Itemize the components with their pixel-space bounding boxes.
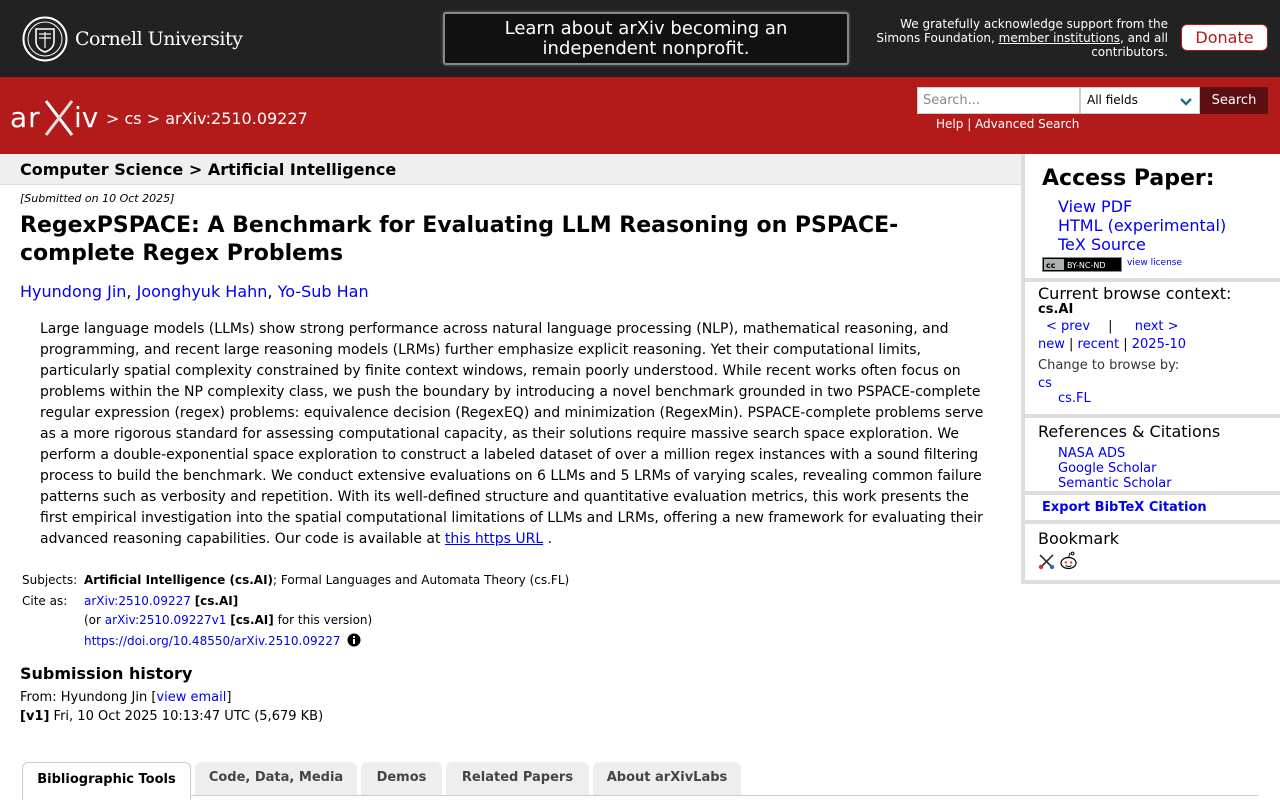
cite-label: Cite as:: [22, 594, 68, 608]
view-email-link[interactable]: view email: [156, 690, 227, 705]
author-link[interactable]: Hyundong Jin: [20, 282, 127, 301]
search-field-select[interactable]: [1080, 87, 1200, 114]
subject-heading: Computer Science > Artificial Intelligence: [20, 160, 397, 179]
sidebar: [1021, 154, 1280, 584]
cite-v1-tail: for this version): [273, 613, 373, 627]
member-institutions-link[interactable]: member institutions: [998, 31, 1120, 45]
access-paper-title: Access Paper:: [1042, 166, 1215, 191]
bibtex-box: [1025, 495, 1280, 520]
help-links: [936, 117, 1079, 131]
doi-value: [84, 633, 361, 648]
browse-csfl-link[interactable]: cs.FL: [1058, 391, 1091, 406]
subjects-label: Subjects:: [22, 573, 78, 587]
prev-next-nav: [1038, 319, 1179, 334]
help-separator: |: [967, 117, 972, 131]
info-icon[interactable]: [347, 633, 361, 647]
bookmark-title: Bookmark: [1038, 529, 1120, 548]
support-acknowledgement: [860, 17, 1168, 59]
help-link[interactable]: Help: [936, 117, 964, 131]
cite-version: [84, 613, 372, 627]
tab-demos[interactable]: Demos: [361, 762, 442, 796]
html-link[interactable]: HTML (experimental): [1058, 216, 1227, 235]
chevron-down-icon: [1179, 94, 1193, 108]
recent-nav: [1038, 337, 1186, 352]
from-prefix: From: Hyundong Jin [: [20, 690, 157, 705]
selected-field: All fields: [1087, 93, 1138, 107]
arxiv-header: [0, 77, 1280, 154]
abstract-text: Large language models (LLMs) show strong performance across natural language processing (NLP), mathematical reasoning, and programming, and recent large reasoning models (LRMs) further emphasize explicit reasoning. Yet their computational limits, particularly spatial complexity constrained by finite context windows, remain poorly understood. While recent works often focus on problems within the NP complexity class, we push the boundary by introducing a novel benchmark grounded in two PSPACE-complete regular expression (regex) problems: equivalence decision (RegexEQ) and minimization (RegexMin). PSPACE-complete problems serve as a more rigorous standard for assessing computational capacity, as their solutions require massive search space exploration. We perform a double-exponential space exploration to construct a labeled dataset of over a million regex instances with a sound filtering process to build the benchmark. We conduct extensive evaluations on 6 LLMs and 5 LRMs of varying scales, revealing common failure patterns such as verbosity and repetition. With its well-defined structure and quantitative evaluation metrics, this work presents the first empirical investigation into the spatial computational limitations of LLMs and LRMs, offering a new framework for evaluating their advanced reasoning capabilities. Our code is available at: [40, 321, 984, 547]
export-bibtex-link[interactable]: Export BibTeX Citation: [1042, 500, 1207, 515]
bookmark-box: [1025, 524, 1280, 580]
submitter-line: [20, 690, 231, 705]
cite-v1-link[interactable]: arXiv:2510.09227v1: [104, 613, 227, 627]
view-pdf-link[interactable]: View PDF: [1058, 197, 1133, 216]
doi-link[interactable]: https://doi.org/10.48550/arXiv.2510.09227: [84, 634, 341, 648]
breadcrumb: [106, 109, 308, 128]
author-link[interactable]: Yo-Sub Han: [277, 282, 369, 301]
nav-separator: |: [1123, 337, 1128, 352]
search-button[interactable]: Search: [1200, 87, 1268, 114]
tab-code-data-media[interactable]: Code, Data, Media: [195, 762, 357, 796]
primary-subject: Artificial Intelligence (cs.AI): [84, 573, 274, 587]
author-list: Hyundong Jin, Joonghyuk Hahn, Yo-Sub Han: [20, 282, 369, 301]
tab-about-arxivlabs[interactable]: About arXivLabs: [593, 762, 741, 796]
version-entry: [20, 709, 323, 724]
version-label: [v1]: [20, 709, 50, 724]
donate-button[interactable]: Donate: [1181, 24, 1268, 51]
browse-cs-link[interactable]: cs: [1038, 376, 1052, 391]
cc-license-badge-icon[interactable]: [1042, 257, 1122, 272]
crumb-paper-id: arXiv:2510.09227: [165, 109, 308, 128]
semantic-scholar-link[interactable]: Semantic Scholar: [1058, 476, 1172, 491]
arxiv-logo-icon[interactable]: [10, 97, 102, 137]
subject-bar: [0, 154, 1021, 185]
ack-suffix: , and all contributors.: [1091, 31, 1168, 59]
cite-value: [84, 594, 238, 608]
version-date: Fri, 10 Oct 2025 10:13:47 UTC (5,679 KB): [49, 709, 324, 724]
access-paper-box: [1025, 154, 1280, 278]
advanced-search-link[interactable]: Advanced Search: [975, 117, 1080, 131]
next-link[interactable]: next >: [1134, 319, 1179, 334]
nonprofit-banner-button[interactable]: Learn about arXiv becoming an independent nonprofit.: [443, 12, 849, 65]
cornell-logo[interactable]: [22, 16, 242, 62]
crumb-separator: >: [106, 109, 120, 128]
tab-panel-border: [190, 795, 1258, 796]
cornell-seal-icon: [22, 16, 68, 62]
svg-text:iv: iv: [74, 101, 99, 134]
prev-link[interactable]: < prev: [1046, 319, 1091, 334]
nav-separator: |: [1108, 319, 1113, 334]
ack-prefix: We gratefully acknowledge support from the Simons Foundation,: [876, 17, 1168, 45]
cite-id-link[interactable]: arXiv:2510.09227: [84, 594, 191, 608]
other-subjects: ; Formal Languages and Automata Theory (cs.FL): [273, 573, 570, 587]
bibsonomy-icon[interactable]: [1038, 553, 1055, 570]
svg-text:cc: cc: [1046, 261, 1056, 270]
subjects-value: [84, 573, 569, 587]
abstract-end: .: [543, 531, 553, 547]
cornell-name: Cornell University: [75, 28, 243, 50]
nasa-ads-link[interactable]: NASA ADS: [1058, 446, 1126, 461]
from-suffix: ]: [226, 690, 232, 705]
cite-category: [cs.AI]: [194, 594, 239, 608]
view-license-link[interactable]: view license: [1127, 258, 1183, 268]
svg-text:ar: ar: [10, 101, 41, 134]
tex-source-link[interactable]: TeX Source: [1058, 235, 1146, 254]
paper-title: RegexPSPACE: A Benchmark for Evaluating LLM Reasoning on PSPACE-complete Regex Problems: [20, 213, 899, 266]
cite-or: (or: [84, 613, 105, 627]
cc-badge-text: BY-NC-ND: [1067, 261, 1106, 270]
top-banner: [0, 0, 1280, 77]
browse-context-category: cs.AI: [1038, 302, 1074, 317]
recent-link[interactable]: recent: [1077, 337, 1120, 352]
browse-context-box: [1025, 282, 1280, 414]
crumb-cs[interactable]: cs: [124, 109, 142, 128]
submission-history-title: Submission history: [20, 664, 193, 683]
code-url-link[interactable]: this https URL: [444, 531, 544, 547]
search-input[interactable]: [917, 87, 1080, 114]
tab-bibliographic-tools[interactable]: Bibliographic Tools: [22, 762, 191, 800]
reddit-icon[interactable]: [1059, 551, 1078, 570]
month-link[interactable]: 2025-10: [1131, 337, 1187, 352]
browse-context-title: Current browse context:: [1038, 284, 1232, 303]
submitted-date: [Submitted on 10 Oct 2025]: [20, 192, 175, 205]
references-title: References & Citations: [1038, 422, 1221, 441]
crumb-separator: >: [146, 109, 161, 128]
new-link[interactable]: new: [1038, 337, 1065, 352]
cite-v1-category: [cs.AI]: [230, 613, 274, 627]
author-link[interactable]: Joonghyuk Hahn: [136, 282, 268, 301]
nav-separator: |: [1069, 337, 1074, 352]
google-scholar-link[interactable]: Google Scholar: [1058, 461, 1157, 476]
references-box: [1025, 418, 1280, 491]
tab-related-papers[interactable]: Related Papers: [446, 762, 589, 796]
change-browse-label: Change to browse by:: [1038, 358, 1180, 373]
abstract: [40, 319, 985, 550]
